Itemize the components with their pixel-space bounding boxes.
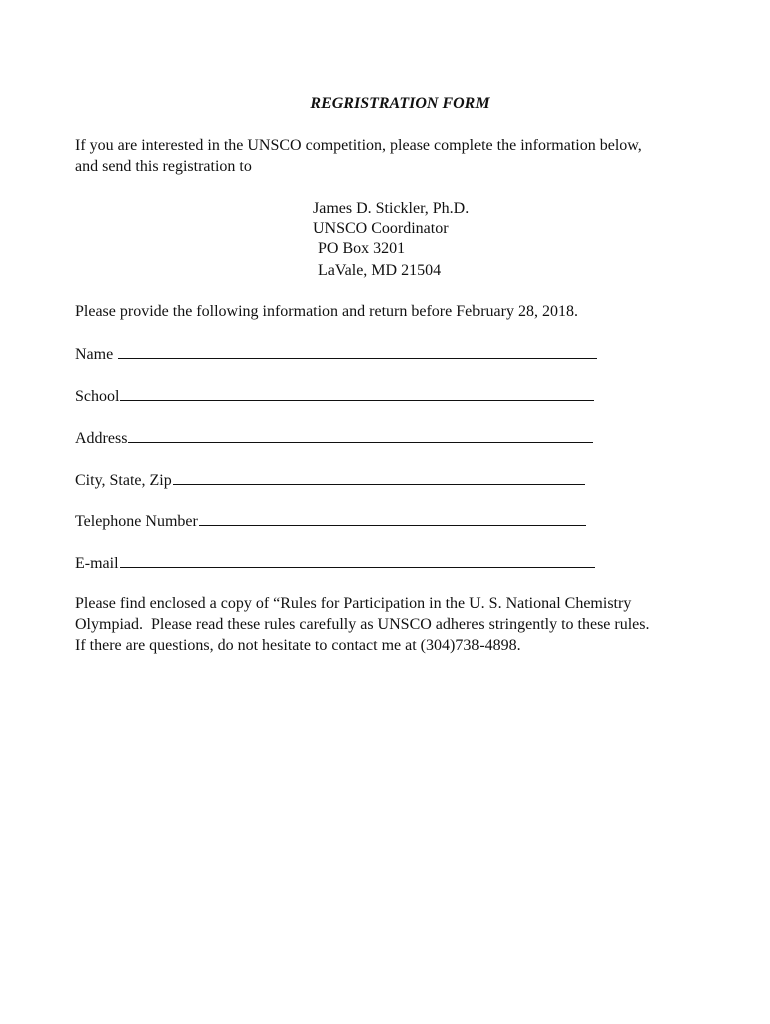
closing-line-1: Please find enclosed a copy of “Rules for Participation in the U. S. National Chemistry [75, 595, 632, 612]
address-field[interactable] [75, 428, 593, 448]
form-title: REGRISTRATION FORM [310, 95, 490, 112]
telephone-field[interactable] [75, 511, 586, 531]
intro-line-1: If you are interested in the UNSCO competition, please complete the information below, [75, 137, 642, 154]
city-state-zip-field-label: City, State, Zip [75, 472, 172, 489]
address-field-blank[interactable] [128, 428, 593, 443]
city-state-zip-field-blank[interactable] [173, 470, 585, 485]
city-state-zip-field[interactable] [75, 470, 585, 490]
closing-line-3: If there are questions, do not hesitate to contact me at (304)738-4898. [75, 637, 521, 654]
email-field-label: E-mail [75, 555, 119, 572]
email-field-blank[interactable] [120, 553, 595, 568]
intro-line-2: and send this registration to [75, 158, 252, 175]
address-field-label: Address [75, 430, 128, 447]
address-po-box: PO Box 3201 [318, 240, 406, 257]
telephone-field-label: Telephone Number [75, 513, 198, 530]
telephone-field-blank[interactable] [199, 511, 586, 526]
name-field-label: Name [75, 346, 118, 363]
closing-line-2: Olympiad. Please read these rules carefully as UNSCO adheres stringently to these rules. [75, 616, 650, 633]
school-field-label: School [75, 388, 120, 405]
address-role: UNSCO Coordinator [313, 220, 449, 237]
instruction-text: Please provide the following information and return before February 28, 2018. [75, 303, 578, 320]
address-city: LaVale, MD 21504 [318, 262, 442, 279]
school-field[interactable] [75, 386, 594, 406]
name-field[interactable] [75, 344, 597, 364]
name-field-blank[interactable] [118, 344, 597, 359]
address-name: James D. Stickler, Ph.D. [313, 200, 470, 217]
school-field-blank[interactable] [120, 386, 594, 401]
email-field[interactable] [75, 553, 595, 573]
